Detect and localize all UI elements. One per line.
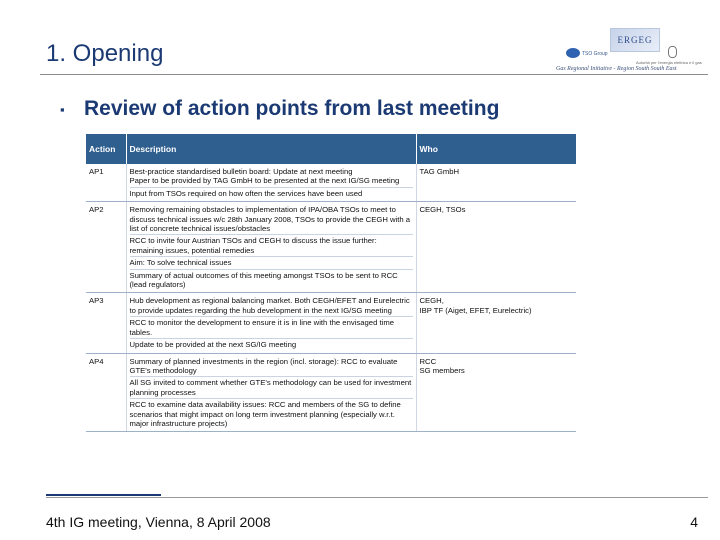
action-points-table — [86, 134, 576, 432]
description-item: Update to be provided at the next SG/IG meeting — [130, 338, 413, 349]
description-item: Summary of actual outcomes of this meeting amongst TSOs to be sent to RCC (lead regulators) — [130, 269, 413, 290]
description-item: RCC to examine data availability issues: RCC and members of the SG to define scenarios that might impact on long term investment planning (especially w.r.t. major infrastructure projects) — [130, 398, 413, 428]
ergeg-logo: ERGEG — [610, 28, 660, 52]
description-item: Removing remaining obstacles to implementation of IPA/OBA TSOs to meet to discuss technical issues w/c 28th January 2008, TSOs to provide the CEGH with a list of concrete technical issues/obstacles — [129, 205, 411, 234]
description-item: Input from TSOs required on how often the services have been used — [130, 187, 413, 198]
description-cell — [126, 164, 416, 202]
table-row — [86, 353, 576, 432]
logo-subtitle: Gas Regional Initiative - Region South South East — [556, 66, 677, 72]
tso-logo-text: TSO Group — [582, 51, 608, 57]
description-item: Summary of planned investments in the region (incl. storage): RCC to evaluate GTE's methodology — [129, 356, 398, 375]
column-header-action: Action — [86, 134, 126, 164]
action-cell: AP3 — [86, 293, 126, 353]
who-cell: RCC SG members — [416, 353, 576, 432]
column-header-who: Who — [416, 134, 576, 164]
description-item: All SG invited to comment whether GTE's methodology can be used for investment planning processes — [129, 378, 412, 397]
description-item: RCC to invite four Austrian TSOs and CEGH to discuss the issue further: remaining issues, potential remedies — [130, 234, 413, 255]
who-cell: CEGH, IBP TF (Aiget, EFET, Eurelectric) — [416, 293, 576, 353]
slide-title: 1. Opening — [46, 40, 164, 67]
title-divider — [40, 74, 708, 75]
description-cell — [126, 293, 416, 353]
regulator-emblem-icon — [668, 46, 677, 58]
table-row — [86, 202, 576, 293]
description-item: RCC to monitor the development to ensure it is in line with the envisaged time tables. — [130, 316, 413, 337]
table-row — [86, 164, 576, 202]
description-item: Best-practice standardised bulletin board: Update at next meeting — [129, 167, 353, 176]
footer-divider — [46, 497, 708, 498]
bullet-square-icon: ▪ — [60, 102, 65, 117]
description-cell — [126, 202, 416, 293]
action-cell: AP4 — [86, 353, 126, 432]
description-item: Paper to be provided by TAG GmbH to be presented at the next IG/SG meeting — [129, 176, 400, 186]
table-row — [86, 293, 576, 353]
logo-area — [556, 28, 706, 76]
regulator-logo-text: Autorità per l'energia elettrica e il gas — [636, 60, 702, 65]
who-cell: TAG GmbH — [416, 164, 576, 202]
column-header-description: Description — [126, 134, 416, 164]
description-item: Hub development as regional balancing market. Both CEGH/EFET and Eurelectric to provide updates regarding the hub development in the next IG/SG meeting — [129, 296, 410, 315]
tso-logo-icon — [566, 48, 580, 58]
description-cell — [126, 353, 416, 432]
footer-meeting-info: 4th IG meeting, Vienna, 8 April 2008 — [46, 514, 271, 530]
page-number: 4 — [690, 514, 698, 530]
footer-accent-bar — [46, 494, 161, 496]
action-cell: AP2 — [86, 202, 126, 293]
table-header-row — [86, 134, 576, 164]
who-cell: CEGH, TSOs — [416, 202, 576, 293]
description-item: Aim: To solve technical issues — [130, 256, 413, 267]
action-cell: AP1 — [86, 164, 126, 202]
bullet-heading: Review of action points from last meeting — [84, 97, 500, 120]
